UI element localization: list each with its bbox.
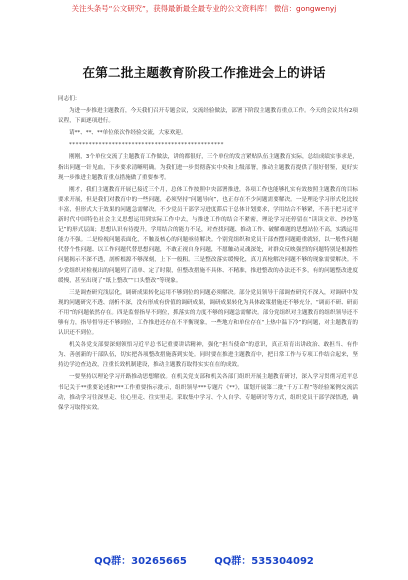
paragraph: 请**、**、**单位依次作经验交流，大家欢迎。 bbox=[69, 130, 187, 137]
paragraph: 刚才，我们主题教育开展已接近三个月，总体工作按照中央部署推进，各项工作也能够扎实有效按照主题教育的目标要求开展，但是我们对教育中的一些问题，必须坚持“问题导向”，也正存在不少问题需要解决。一是理论学习形式化比较丰富，但形式大于效果的问题急需解决。不少党员干部学习进度滞后于总体计划要求，学用结合不够紧，不善于把习近平新时代中国特色社会主义思想运用到实际工作中去，与推进工作的结合不紧密，理论学习还停留在“读读文章、抄抄笔记”的形式层面；思想认识有待提升，学用结合的能力不足，对查找问题、推动工作、破解难题的思想站位不高，实践运用能力不强。二是检视问题表面化，不触及核心的问题亟待解决。个别党组织和党员干部查摆问题避重就轻，以一般性问题代替个性问题、以工作问题代替思想问题，不敢正视自身问题，不愿触动灵魂深处，对群众反映强烈的问题特别是根源性问题揭示不深不透，剖析根源不够深刻，上下一般粗。三是整改落实缓慢化，真刀真枪解决问题不够的现象需要解决。不少党组织对检视出的问题列了清单、定了时限，但整改措施不具体、不精准，推进整改的办法还不多，有的问题整改进度缓慢，甚至出现了“纸上整改”“口头整改”等现象。 bbox=[58, 186, 358, 284]
qq-group-1: QQ群：30265665 bbox=[94, 556, 187, 567]
paragraph: 机关各党支部要深刻领悟习近平总书记重要讲话精神，强化“担当使命”的意识，真正培育出讲政治、敢担当、有作为、善创新的干部队伍，切实把各项整改措施落到实处。同时要在推进主题教育中，把日常工作与专项工作结合起来，坚持边学边查边改，注重长效机制建设，推动主题教育取得实实在在的成效。 bbox=[58, 342, 358, 369]
qq-group-footer bbox=[0, 552, 408, 567]
paragraph: 三是调查研究浅层化，调研成果转化运用不够到位的问题必须解决。部分党员领导干部调查研究不深入，对调研中发现的问题研究不透、剖析不深，没有形成有价值的调研成果，调研成果转化为具体政策措施还不够充分，“调而不研、研而不用”的问题依然存在。四是监督指导不到位，抓落实的力度不够的问题急需解决。部分党组织对主题教育的组织领导还不够有力，指导督导还不够到位，工作推进还存在不平衡现象，一些地方和单位存在“上热中温下冷”的问题，对主题教育的认识还不到位。 bbox=[58, 289, 358, 337]
salutation: 同志们： bbox=[58, 96, 81, 102]
promo-banner: 关注头条号“公文研究”，获得最新最全最专业的公文资料库！ 微信：gongwenyj bbox=[71, 4, 337, 13]
paragraph: 刚刚，3个单位交流了主题教育工作做法，讲的都很好，三个单位的发言紧贴队伍主题教育实际，总结成绩实事求是，指出问题一针见血，下步要求清晰明确。为我们进一步贯彻落实中央和上级部署，推动主题教育提供了很好借鉴，更好实现一步推进主题教育重点措施做了重要参考。 bbox=[58, 154, 358, 181]
document-title: 在第二批主题教育阶段工作推进会上的讲话 bbox=[82, 65, 326, 80]
paragraph: 为进一步推进主题教育，今天我们召开专题会议，交流经验做法，部署下阶段主题教育重点工作。今天的会议共有2项议程，下面逐项进行。 bbox=[58, 108, 358, 125]
paragraph: 一要坚持以理论学习开路推动思想解放。在机关党支部和机关各部门组织开展主题教育研讨，深入学习贯彻习近平总书记关于**重要论述和***工作重要指示批示，组织领导***专题片《**》，谋划开展第二批“千万工程”等经验案例交流活动，推动学习往深里走、往心里走、往实里走。采取集中学习、个人自学、专题研讨等方式，组织党员干部学深悟透，确保学习取得实效。 bbox=[58, 374, 358, 411]
document-body bbox=[58, 94, 358, 415]
star-divider: *********************************************** bbox=[69, 142, 224, 149]
qq-group-2: QQ群：535304092 bbox=[214, 556, 314, 567]
